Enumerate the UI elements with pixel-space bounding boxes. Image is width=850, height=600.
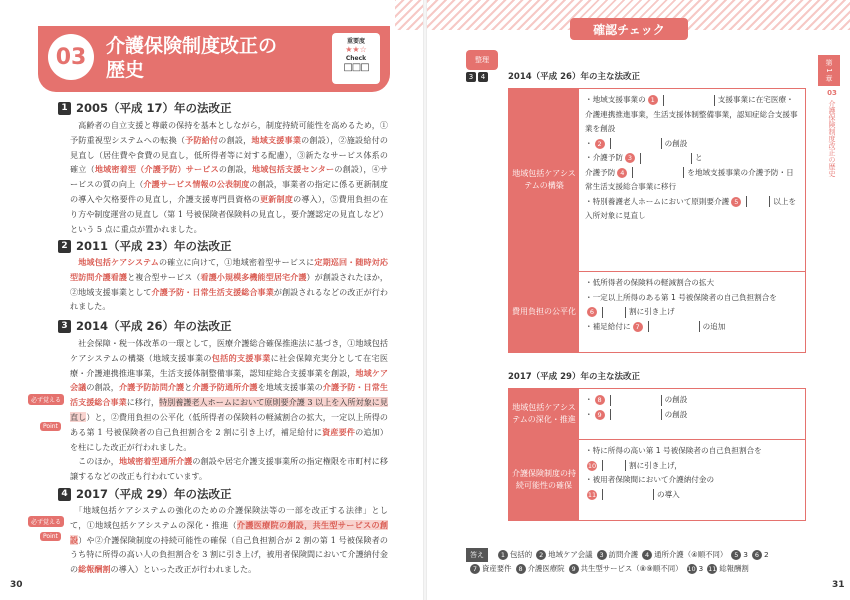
section-badge: 4 <box>58 488 71 501</box>
chapter-header <box>38 26 390 92</box>
answer-blank[interactable] <box>610 409 662 420</box>
chapter-side-tab <box>818 55 846 175</box>
row-header: 地域包括ケアシステムの深化・推進 <box>509 389 579 439</box>
section-2-body: 地域包括ケアシステムの確立に向けて，①地域密着型サービスに定期巡回・随時対応型訪問介護看護と複合型サービス（看護小規模多機能型居宅介護）が創設されたほか，②地域支援事業として介護予防・日常生活支援総合事業が創設されるなどの改正が行われました。 <box>70 257 388 312</box>
answer-blank[interactable] <box>746 196 770 207</box>
must-remember-label: 必ず覚える <box>28 394 64 405</box>
section-number: 03 <box>48 34 94 80</box>
section-heading-3 <box>58 318 232 334</box>
page-title <box>106 34 277 82</box>
summary-icon <box>466 50 500 84</box>
section-heading-4 <box>58 486 232 502</box>
section-heading-2 <box>58 238 232 254</box>
check-boxes[interactable]: □□□ <box>343 62 369 73</box>
table-1-title: 2014（平成 26）年の主な法改正 <box>508 72 640 82</box>
section-title: 2005（平成 17）年の法改正 <box>76 101 232 115</box>
ref-badge: 3 <box>466 72 476 82</box>
point-label: Point <box>40 532 61 541</box>
chapter-label: 第 1 章 <box>818 55 840 86</box>
section-4-body: 「地域包括ケアシステムの強化のための介護保険法等の一部を改正する法律」として，①地域包括ケアシステムの深化・推進（介護医療院の創設，共生型サービスの創設）や②介護保険制度の持続可能性の確保（自己負担割合が 2 割の第 1 号被保険者のうち特に所得の高い人の負担割合を 3 割に引き上げ，被用者保険間において介護納付金の総報酬割の導入）といった改正が行われました。 <box>70 505 388 575</box>
ref-badge: 4 <box>478 72 488 82</box>
row-content: ・地域支援事業の 1 支援事業に在宅医療・介護連携推進事業，生活支援体制整備事業，認知症総合支援事業を創設 ・ 2 の創設 ・介護予防 3 と 介護予防 4 を地域支援事業の介護予防・日常生活支援総合事業に移行 ・特別養護老人ホームにおいて原則要介護 5 以上を入所対象に見直し <box>585 95 798 220</box>
page-number-left: 30 <box>10 580 23 590</box>
row-header: 介護保険制度の持続可能性の確保 <box>509 440 579 520</box>
row-content: ・ 8 の創設 ・ 9 の創設 <box>585 395 688 419</box>
section-heading-1 <box>58 100 232 116</box>
table-row <box>509 389 805 440</box>
table-2 <box>508 388 806 521</box>
answer-blank[interactable] <box>648 321 700 332</box>
table-row <box>509 89 805 272</box>
answer-key: 答え 1 包括的 2 地域ケア会議 3 訪問介護 4 通所介護（④順不同） 5 3 6 2 7 資産要件 8 介護医療院 9 共生型サービス（⑧⑨順不同） 10 3 11 総報酬割 <box>466 548 772 576</box>
answer-blank[interactable] <box>663 95 715 106</box>
list-icon: 整理 <box>466 50 498 70</box>
check-label: Check <box>345 55 367 62</box>
row-content: ・特に所得の高い第 1 号被保険者の自己負担割合を 10 割に引き上げ， ・被用者保険間において介護納付金の 11 の導入 <box>585 446 762 499</box>
section-title: 2017（平成 29）年の法改正 <box>76 487 232 501</box>
importance-box <box>332 33 380 84</box>
answer-blank[interactable] <box>610 138 662 149</box>
answer-blank[interactable] <box>632 167 684 178</box>
table-1 <box>508 88 806 353</box>
title-line-2: 歴史 <box>106 59 145 81</box>
title-line-1: 介護保険制度改正の <box>106 35 278 57</box>
must-remember-label: 必ず覚える <box>28 516 64 527</box>
check-title: 確認チェック <box>570 18 688 40</box>
page-number-right: 31 <box>832 580 845 590</box>
side-section-number: 03 <box>827 88 837 97</box>
answer-blank[interactable] <box>602 460 626 471</box>
point-label: Point <box>40 422 61 431</box>
table-row <box>509 440 805 520</box>
table-2-title: 2017（平成 29）年の主な法改正 <box>508 372 640 382</box>
section-badge: 1 <box>58 102 71 115</box>
table-row <box>509 272 805 352</box>
section-badge: 3 <box>58 320 71 333</box>
section-title: 2011（平成 23）年の法改正 <box>76 239 232 253</box>
row-header: 地域包括ケアシステムの構築 <box>509 89 579 271</box>
answer-blank[interactable] <box>640 153 692 164</box>
importance-stars: ★★☆ <box>345 45 367 54</box>
answer-blank[interactable] <box>610 395 662 406</box>
row-header: 費用負担の公平化 <box>509 272 579 352</box>
side-title: 介護保険制度改正の歴史 <box>828 99 836 177</box>
section-title: 2014（平成 26）年の法改正 <box>76 319 232 333</box>
section-1-body: 高齢者の自立支援と尊厳の保持を基本としながら，制度持続可能性を高めるため，①予防重視型システムへの転換（予防給付の創設，地域支援事業の創設），②施設給付の見直し（居住費や食費の見直し，低所得者等に対する配慮），③新たなサービス体系の確立（地域密着型（介護予防）サービスの創設，地域包括支援センターの創設），④サービスの質の向上（介護サービス情報の公表制度の創設，事業者の指定に係る更新制度の導入や欠格要件の見直し，介護支援専門員資格の更新制度の導入），⑤費用負担の在り方や制度運営の見直し（第 1 号被保険者保険料の見直し，要介護認定の見直しなど）という 5 点に重点が置かれました。 <box>70 120 388 234</box>
answer-blank[interactable] <box>602 489 654 500</box>
section-badge: 2 <box>58 240 71 253</box>
importance-label: 重要度 <box>346 38 365 45</box>
answer-blank[interactable] <box>602 307 626 318</box>
section-3-body: 社会保障・税一体改革の一環として，医療介護総合確保推進法に基づき，①地域包括ケアシステムの構築（地域支援事業の包括的支援事業に社会保障充実分として在宅医療・介護連携推進事業，生活支援体制整備事業，認知症総合支援事業を創設，地域ケア会議の創設，介護予防訪問介護と介護予防通所介護を地域支援事業の介護予防・日常生活支援総合事業に移行，特別養護老人ホームにおいて原則要介護 3 以上を入所対象に見直し）と，②費用負担の公平化（低所得者の保険料の軽減割合の拡大，一定以上所得のある第 1 号被保険者の自己負担割合を 2 割に引き上げ，補足給付に資産要件の追加）を柱にした改正が行われました。 このほか，地域密着型通所介護の創設や居宅介護支援事業所の指定権限を市町村に移譲するなどの改正も行われています。 <box>70 338 388 482</box>
row-content: ・低所得者の保険料の軽減割合の拡大 ・一定以上所得のある第 1 号被保険者の自己負担割合を 6 割に引き上げ ・補足給付に 7 の追加 <box>585 278 777 331</box>
answers-tag: 答え <box>466 548 488 562</box>
